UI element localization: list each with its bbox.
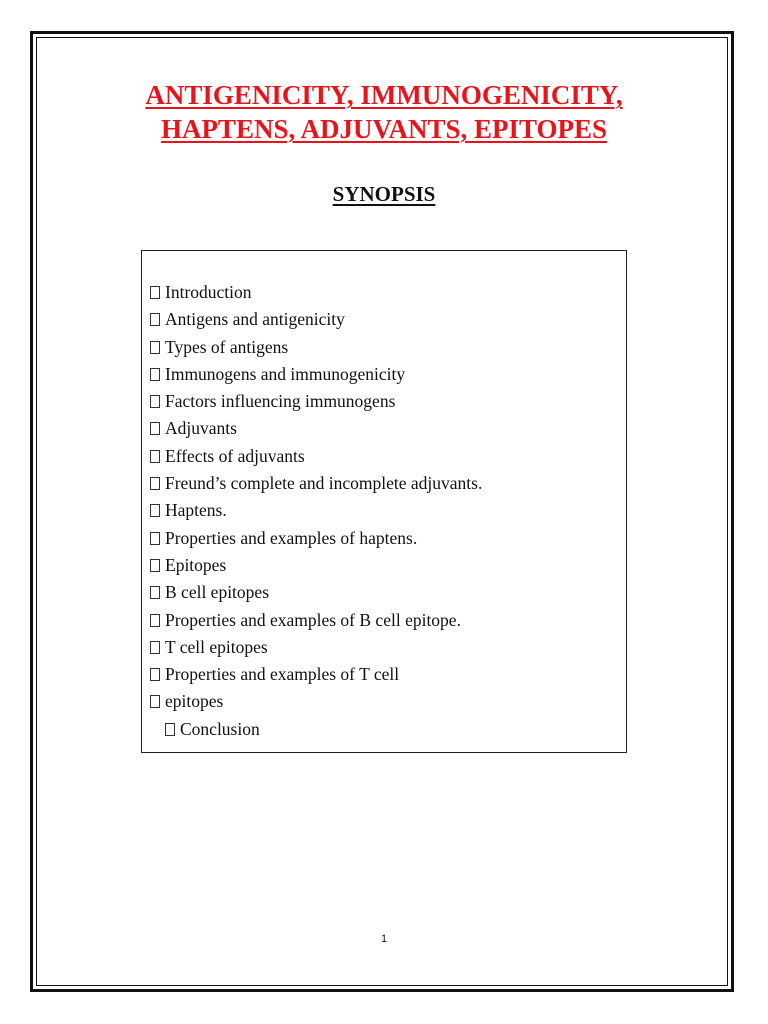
bullet-square-icon <box>150 586 160 599</box>
synopsis-item-antigens <box>150 306 620 333</box>
bullet-square-icon <box>150 395 160 408</box>
bullet-square-icon <box>150 695 160 708</box>
synopsis-item-label: Haptens. <box>165 500 227 521</box>
synopsis-item-label: Epitopes <box>165 554 227 575</box>
synopsis-box <box>141 250 627 753</box>
synopsis-item-epitopes-continued <box>150 688 620 715</box>
synopsis-item-haptens <box>150 497 620 524</box>
bullet-square-icon <box>150 368 160 381</box>
synopsis-item-introduction <box>150 279 620 306</box>
synopsis-item-epitopes <box>150 552 620 579</box>
document-title <box>40 78 728 146</box>
synopsis-item-label: Effects of adjuvants <box>165 445 305 466</box>
synopsis-item-label: Adjuvants <box>165 418 237 439</box>
synopsis-item-adjuvants <box>150 415 620 442</box>
synopsis-item-immunogens <box>150 361 620 388</box>
bullet-square-icon <box>150 614 160 627</box>
synopsis-item-types-of-antigens <box>150 334 620 361</box>
bullet-square-icon <box>150 450 160 463</box>
bullet-square-icon <box>165 723 175 736</box>
synopsis-item-factors <box>150 388 620 415</box>
synopsis-item-properties-b-cell <box>150 607 620 634</box>
bullet-square-icon <box>150 313 160 326</box>
bullet-square-icon <box>150 341 160 354</box>
synopsis-item-label: Immunogens and immunogenicity <box>165 363 406 384</box>
synopsis-item-b-cell-epitopes <box>150 579 620 606</box>
synopsis-item-conclusion <box>150 716 620 743</box>
bullet-square-icon <box>150 532 160 545</box>
synopsis-list <box>150 279 620 743</box>
bullet-square-icon <box>150 422 160 435</box>
synopsis-item-label: Properties and examples of haptens. <box>165 527 418 548</box>
bullet-square-icon <box>150 286 160 299</box>
synopsis-item-properties-haptens <box>150 525 620 552</box>
synopsis-item-label: Types of antigens <box>165 336 289 357</box>
synopsis-item-label: Properties and examples of B cell epitope. <box>165 609 461 630</box>
page-number: 1 <box>380 933 388 945</box>
synopsis-item-label: Antigens and antigenicity <box>165 309 345 330</box>
synopsis-item-label: B cell epitopes <box>165 582 270 603</box>
synopsis-item-properties-t-cell <box>150 661 620 688</box>
bullet-square-icon <box>150 668 160 681</box>
synopsis-item-label: Freund’s complete and incomplete adjuvants. <box>165 473 483 494</box>
bullet-square-icon <box>150 641 160 654</box>
synopsis-item-label: Properties and examples of T cell <box>165 664 400 685</box>
synopsis-item-label: Introduction <box>165 282 252 302</box>
synopsis-item-label: Conclusion <box>180 718 260 739</box>
synopsis-item-t-cell-epitopes <box>150 634 620 661</box>
title-line-1: ANTIGENICITY, IMMUNOGENICITY, <box>145 80 623 110</box>
synopsis-heading: SYNOPSIS <box>332 182 436 206</box>
bullet-square-icon <box>150 477 160 490</box>
synopsis-item-label: Factors influencing immunogens <box>165 391 396 412</box>
synopsis-item-label: T cell epitopes <box>165 636 268 657</box>
synopsis-item-label: epitopes <box>165 691 224 712</box>
synopsis-item-effects-of-adjuvants <box>150 443 620 470</box>
bullet-square-icon <box>150 504 160 517</box>
synopsis-item-freunds-adjuvants <box>150 470 620 497</box>
bullet-square-icon <box>150 559 160 572</box>
title-line-2: HAPTENS, ADJUVANTS, EPITOPES <box>160 114 608 144</box>
